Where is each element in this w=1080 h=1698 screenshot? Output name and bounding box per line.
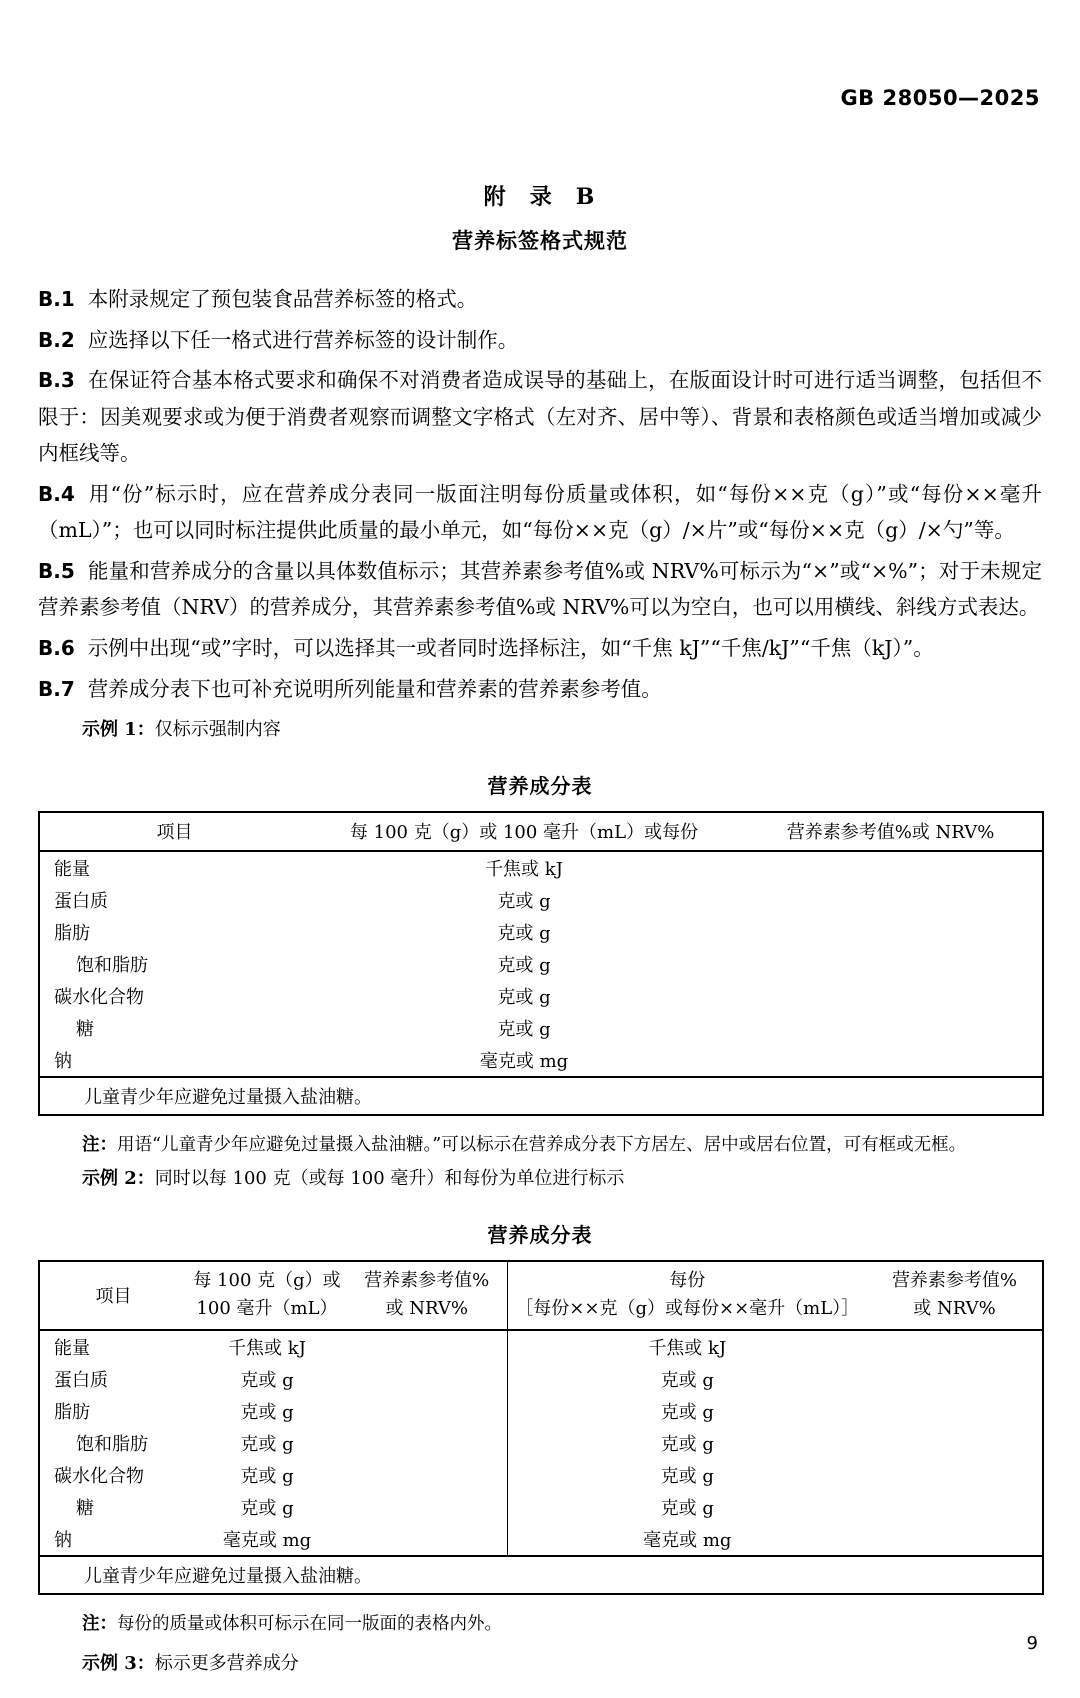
example-1-label [82, 715, 1042, 746]
column-header-item: 项目 [39, 1261, 187, 1330]
nutrient-nrv-b [867, 1523, 1043, 1556]
nutrient-nrv [739, 1044, 1043, 1077]
nutrient-name: 能量 [54, 858, 90, 880]
column-header-per-100-line1: 每 100 克（g）或 [193, 1269, 341, 1291]
nutrient-value-per-serving: 克或 g [507, 1491, 867, 1523]
annex-subtitle: 营养标签格式规范 [452, 228, 628, 253]
clause-text: 用“份”标示时，应在营养成分表同一版面注明每份质量或体积，如“每份××克（g）”或“每份××毫升（mL）”；也可以同时标注提供此质量的最小单元，如“每份××克（g）/×片”或“每份××克（g）/×勺”等。 [38, 481, 1042, 543]
column-header-nrv-b-line1: 营养素参考值% [891, 1269, 1018, 1291]
nutrient-name: 蛋白质 [54, 1369, 108, 1391]
clause-b5 [38, 553, 1042, 626]
clause-text: 营养成分表下也可补充说明所列能量和营养素的营养素参考值。 [87, 676, 662, 701]
nutrition-table-example-1 [38, 811, 1044, 1116]
clause-text: 能量和营养成分的含量以具体数值标示；其营养素参考值%或 NRV%可标示为“×”或“×%”；对于未规定营养素参考值（NRV）的营养成分，其营养素参考值%或 NRV%可以为空白，也可以用横线、斜线方式表达。 [38, 558, 1042, 620]
nutrient-nrv-b [867, 1427, 1043, 1459]
column-header-per-serving [507, 1261, 867, 1330]
table-row [39, 1491, 1043, 1523]
nutrient-value-per-serving: 毫克或 mg [507, 1523, 867, 1556]
nutrient-nrv-b [867, 1491, 1043, 1523]
nutrient-value: 克或 g [497, 1018, 551, 1040]
column-header-per-100 [187, 1261, 347, 1330]
page-number: 9 [1026, 1633, 1038, 1654]
nutrient-name: 蛋白质 [54, 890, 108, 912]
nutrient-nrv [739, 884, 1043, 916]
nutrient-name: 饱和脂肪 [76, 954, 148, 976]
nutrient-name: 脂肪 [54, 1401, 90, 1423]
table-row [39, 1459, 1043, 1491]
nutrient-name: 脂肪 [54, 922, 90, 944]
table-footnote-row [39, 1077, 1043, 1115]
table-row [39, 1330, 1043, 1363]
annex-title-prefix: 附 [483, 184, 508, 210]
column-header-nrv-b [867, 1261, 1043, 1330]
table-row [39, 1012, 1043, 1044]
nutrient-name: 钠 [54, 1050, 72, 1072]
table-row [39, 916, 1043, 948]
example-1-label-text: 示例 1： [82, 719, 155, 741]
column-header-per-unit: 每 100 克（g）或 100 毫升（mL）或每份 [309, 812, 739, 851]
clause-text: 示例中出现“或”字时，可以选择其一或者同时选择标注，如“千焦 kJ”“千焦/kJ”“千焦（kJ）”。 [87, 635, 934, 660]
example-2-table-caption: 营养成分表 [487, 1222, 593, 1247]
nutrient-value-per-serving: 克或 g [507, 1363, 867, 1395]
clause-number: B.2 [38, 327, 75, 352]
table-footnote-row [39, 1556, 1043, 1594]
column-header-nrv: 营养素参考值%或 NRV% [739, 812, 1043, 851]
table-row [39, 980, 1043, 1012]
nutrient-nrv-b [867, 1395, 1043, 1427]
nutrient-name: 糖 [76, 1497, 94, 1519]
nutrient-name: 能量 [54, 1337, 90, 1359]
nutrient-nrv-a [347, 1427, 507, 1459]
nutrient-nrv-a [347, 1395, 507, 1427]
nutrient-nrv-a [347, 1330, 507, 1363]
column-header-per-100-line2: 100 毫升（mL） [196, 1297, 338, 1319]
table-footnote-text: 儿童青少年应避免过量摄入盐油糖。 [39, 1556, 1043, 1594]
column-header-nrv-a-line1: 营养素参考值% [364, 1269, 490, 1291]
annex-title-letter: B [575, 184, 597, 210]
clause-number: B.4 [38, 481, 75, 506]
column-header-nrv-a [347, 1261, 507, 1330]
nutrient-value-per-serving: 克或 g [507, 1459, 867, 1491]
table-row [39, 1044, 1043, 1077]
nutrient-value-per-100: 克或 g [240, 1433, 294, 1455]
nutrient-value-per-serving: 克或 g [507, 1427, 867, 1459]
column-header-nrv-b-line2: 或 NRV% [913, 1297, 996, 1319]
table-header-row [39, 812, 1043, 851]
nutrient-value: 克或 g [497, 986, 551, 1008]
example-2-note [82, 1609, 1042, 1640]
table-row [39, 1523, 1043, 1556]
nutrient-value-per-100: 毫克或 mg [222, 1529, 312, 1551]
nutrient-name: 糖 [76, 1018, 94, 1040]
nutrient-nrv-a [347, 1459, 507, 1491]
column-header-per-serving-line1: 每份 [669, 1269, 706, 1291]
example-1-table-caption: 营养成分表 [487, 773, 593, 798]
example-3-label-text: 示例 3： [82, 1653, 155, 1675]
nutrient-value-per-100: 千焦或 kJ [228, 1337, 306, 1359]
clause-text: 在保证符合基本格式要求和确保不对消费者造成误导的基础上，在版面设计时可进行适当调整，包括但不限于：因美观要求或为便于消费者观察而调整文字格式（左对齐、居中等）、背景和表格颜色或适当增加或减少内框线等。 [38, 368, 1042, 466]
example-2-description: 同时以每 100 克（或每 100 毫升）和每份为单位进行标示 [154, 1168, 625, 1190]
nutrient-name: 碳水化合物 [54, 986, 144, 1008]
nutrition-table-example-2 [38, 1260, 1044, 1595]
note-text: 每份的质量或体积可标示在同一版面的表格内外。 [117, 1613, 502, 1634]
clause-b1 [38, 281, 1042, 318]
nutrient-value-per-100: 克或 g [240, 1465, 294, 1487]
nutrient-nrv-b [867, 1363, 1043, 1395]
nutrient-value-per-100: 克或 g [240, 1369, 294, 1391]
nutrient-value-per-100: 克或 g [240, 1497, 294, 1519]
nutrient-nrv-a [347, 1491, 507, 1523]
table-row [39, 1395, 1043, 1427]
nutrient-nrv-b [867, 1459, 1043, 1491]
nutrient-value-per-serving: 克或 g [507, 1395, 867, 1427]
clause-b3 [38, 362, 1042, 472]
example-1-note [82, 1130, 1042, 1161]
annex-title-middle: 录 [529, 184, 554, 210]
page-content [38, 180, 1042, 1680]
note-keyword: 注： [82, 1134, 117, 1155]
annex-title [38, 180, 1042, 211]
clause-number: B.5 [38, 558, 75, 583]
nutrient-nrv [739, 851, 1043, 884]
nutrient-name: 碳水化合物 [54, 1465, 144, 1487]
nutrient-name: 钠 [54, 1529, 72, 1551]
clause-text: 本附录规定了预包装食品营养标签的格式。 [87, 287, 478, 311]
table-footnote-text: 儿童青少年应避免过量摄入盐油糖。 [39, 1077, 1043, 1115]
table-row [39, 1427, 1043, 1459]
nutrient-nrv [739, 1012, 1043, 1044]
clause-number: B.6 [38, 635, 75, 660]
clause-number: B.1 [38, 287, 75, 311]
nutrient-value: 克或 g [497, 890, 551, 912]
nutrient-value: 千焦或 kJ [485, 858, 563, 880]
clause-number: B.7 [38, 676, 75, 701]
table-row [39, 948, 1043, 980]
nutrient-nrv-a [347, 1523, 507, 1556]
clause-text: 应选择以下任一格式进行营养标签的设计制作。 [87, 327, 519, 352]
nutrient-value: 毫克或 mg [479, 1050, 569, 1072]
nutrient-nrv [739, 980, 1043, 1012]
nutrient-nrv [739, 948, 1043, 980]
nutrient-nrv-b [867, 1330, 1043, 1363]
clause-b6 [38, 630, 1042, 667]
table-row [39, 1363, 1043, 1395]
example-1-description: 仅标示强制内容 [154, 719, 281, 741]
clause-b7 [38, 671, 1042, 708]
column-header-nrv-a-line2: 或 NRV% [385, 1297, 468, 1319]
column-header-item: 项目 [39, 812, 309, 851]
column-header-per-serving-line2: ［每份××克（g）或每份××毫升（mL）］ [515, 1297, 860, 1319]
nutrient-value: 克或 g [497, 922, 551, 944]
note-text: 用语“儿童青少年应避免过量摄入盐油糖。”可以标示在营养成分表下方居左、居中或居右位置，可有框或无框。 [117, 1134, 967, 1155]
example-2-label [82, 1164, 1042, 1195]
table-row [39, 884, 1043, 916]
example-3-description: 标示更多营养成分 [154, 1653, 299, 1675]
example-3-label [82, 1649, 1042, 1680]
clause-b2 [38, 322, 1042, 359]
page-header-standard-code: GB 28050—2025 [840, 86, 1040, 110]
nutrient-value: 克或 g [497, 954, 551, 976]
table-row [39, 851, 1043, 884]
example-2-label-text: 示例 2： [82, 1168, 155, 1190]
nutrient-name: 饱和脂肪 [76, 1433, 148, 1455]
nutrient-nrv [739, 916, 1043, 948]
clause-b4 [38, 476, 1042, 549]
nutrient-value-per-100: 克或 g [240, 1401, 294, 1423]
nutrient-value-per-serving: 千焦或 kJ [507, 1330, 867, 1363]
clause-number: B.3 [38, 368, 75, 393]
nutrient-nrv-a [347, 1363, 507, 1395]
note-keyword: 注： [82, 1613, 117, 1634]
table-header-row [39, 1261, 1043, 1330]
